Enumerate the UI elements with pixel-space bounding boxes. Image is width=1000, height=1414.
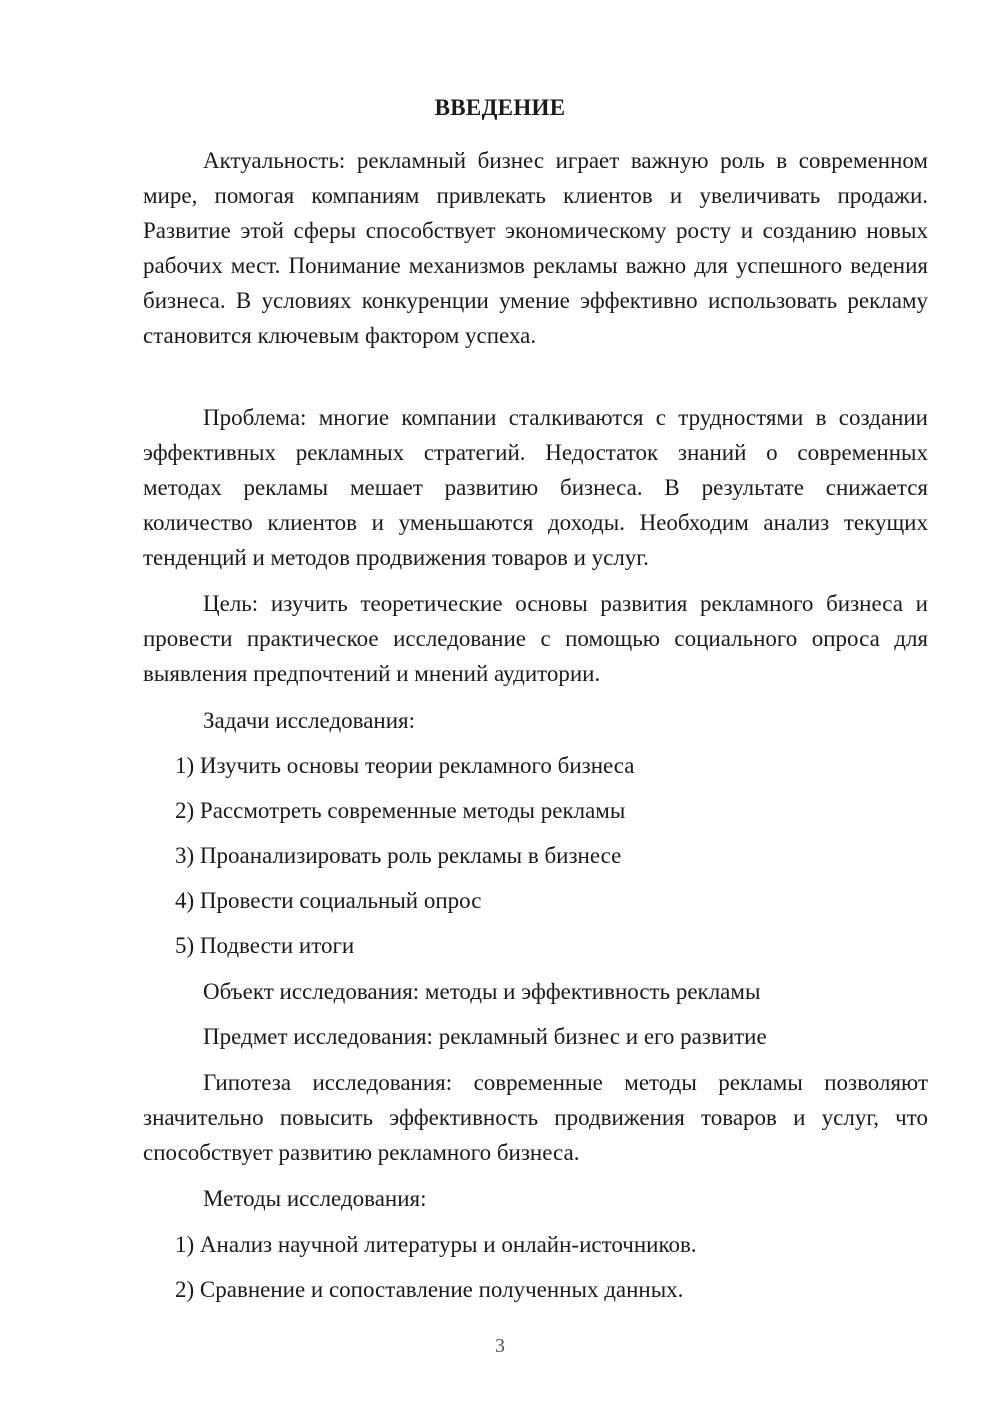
relevance-paragraph: Актуальность: рекламный бизнес играет важную роль в современном мире, помогая компаниям привлекать клиентов и увеличивать продажи. Развитие этой сферы способствует экономическому росту и созданию новых рабочих мест. Понимание механизмов рекламы важно для успешного ведения бизнеса. В условиях конкуренции умение эффективно использовать рекламу становится ключевым фактором успеха. — [143, 148, 928, 348]
method-item-1: 1) Анализ научной литературы и онлайн-источников. — [175, 1232, 697, 1257]
task-item-1: 1) Изучить основы теории рекламного бизнеса — [175, 753, 635, 778]
method-item-2: 2) Сравнение и сопоставление полученных данных. — [175, 1277, 684, 1302]
problem-paragraph: Проблема: многие компании сталкиваются с трудностями в создании эффективных рекламных стратегий. Недостаток знаний о современных методах рекламы мешает развитию бизнеса. В результате снижается количество клиентов и уменьшаются доходы. Необходим анализ текущих тенденций и методов продвижения товаров и услуг. — [143, 405, 928, 570]
page-number: 3 — [495, 1335, 505, 1357]
goal-paragraph: Цель: изучить теоретические основы развития рекламного бизнеса и провести практическое исследование с помощью социального опроса для выявления предпочтений и мнений аудитории. — [143, 591, 928, 686]
task-item-5: 5) Подвести итоги — [175, 933, 355, 958]
task-item-2: 2) Рассмотреть современные методы рекламы — [175, 798, 626, 823]
task-item-4: 4) Провести социальный опрос — [175, 888, 482, 913]
section-title: ВВЕДЕНИЕ — [434, 95, 566, 120]
research-subject: Предмет исследования: рекламный бизнес и его развитие — [203, 1024, 767, 1049]
tasks-heading: Задачи исследования: — [203, 708, 416, 733]
research-object: Объект исследования: методы и эффективность рекламы — [203, 979, 761, 1004]
hypothesis-paragraph: Гипотеза исследования: современные методы рекламы позволяют значительно повысить эффективность продвижения товаров и услуг, что способствует развитию рекламного бизнеса. — [143, 1070, 928, 1165]
methods-heading: Методы исследования: — [203, 1186, 427, 1211]
task-item-3: 3) Проанализировать роль рекламы в бизнесе — [175, 843, 622, 868]
